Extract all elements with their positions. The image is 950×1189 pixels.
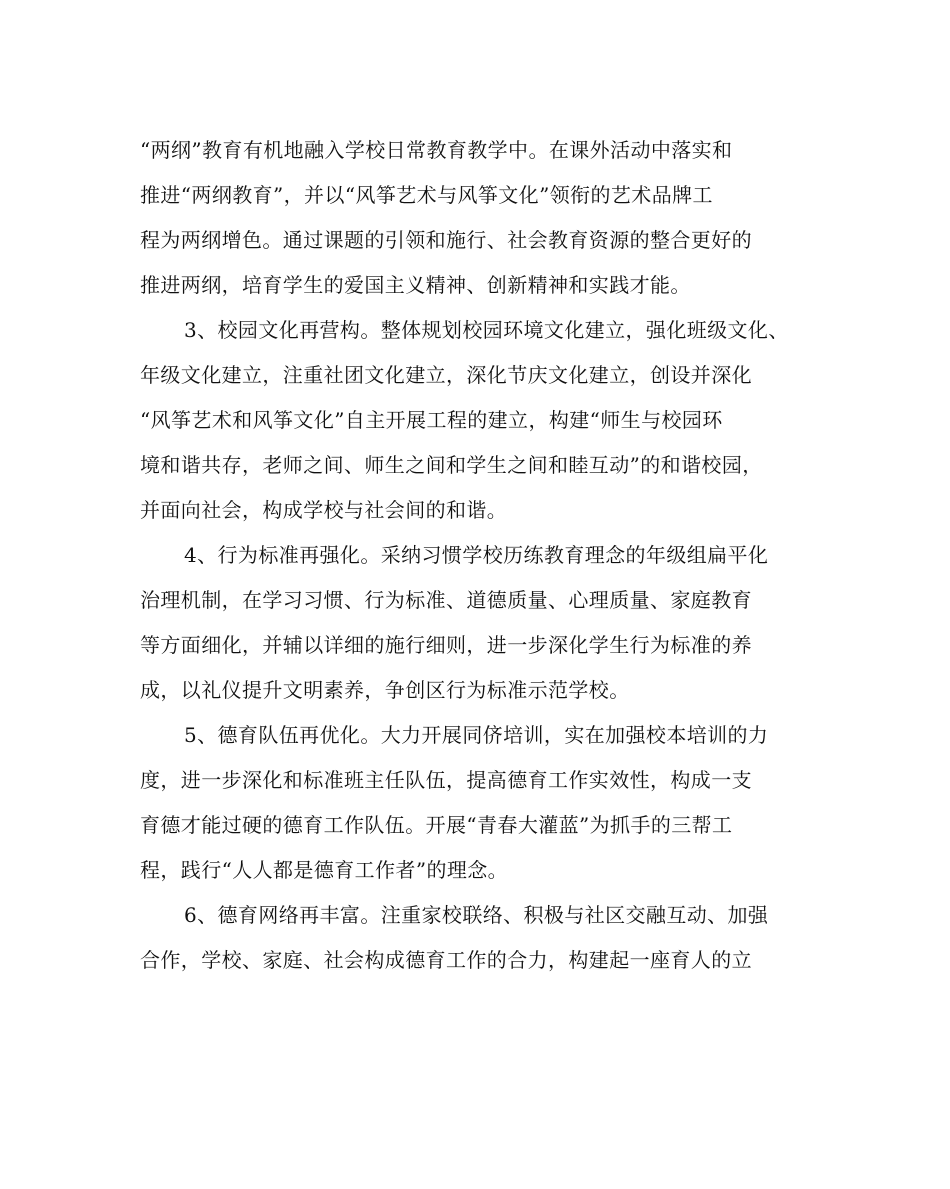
text-line: 年级文化建立，注重社团文化建立，深化节庆文化建立，创设并深化	[140, 363, 752, 387]
text-line: “两纲”教育有机地融入学校日常教育教学中。在课外活动中落实和	[140, 138, 733, 162]
text-line: 程，践行“人人都是德育工作者”的理念。	[140, 858, 509, 882]
text-line: 境和谐共存，老师之间、师生之间和学生之间和睦互动”的和谐校园，	[140, 453, 763, 477]
text-line: 推进两纲，培育学生的爱国主义精神、创新精神和实践才能。	[140, 273, 691, 297]
document-body	[140, 128, 810, 983]
text-line: 合作，学校、家庭、社会构成德育工作的合力，构建起一座育人的立	[140, 948, 752, 972]
text-line: “风筝艺术和风筝文化”自主开展工程的建立，构建“师生与校园环	[140, 408, 723, 432]
text-line: 等方面细化，并辅以详细的施行细则，进一步深化学生行为标准的养	[140, 633, 752, 657]
paragraph-3-first-line: 3、校园文化再营构。整体规划校园环境文化建立，强化班级文化、	[184, 318, 789, 342]
text-line: 度，进一步深化和标准班主任队伍，提高德育工作实效性，构成一支	[140, 768, 752, 792]
text-line: 推进“两纲教育”，并以“风筝艺术与风筝文化”领衔的艺术品牌工	[140, 183, 713, 207]
text-line: 程为两纲增色。通过课题的引领和施行、社会教育资源的整合更好的	[140, 228, 752, 252]
paragraph-4-first-line: 4、行为标准再强化。采纳习惯学校历练教育理念的年级组扁平化	[184, 543, 769, 567]
paragraph-5-first-line: 5、德育队伍再优化。大力开展同侪培训，实在加强校本培训的力	[184, 723, 769, 747]
paragraph-6-first-line: 6、德育网络再丰富。注重家校联络、积极与社区交融互动、加强	[184, 903, 769, 927]
text-line: 并面向社会，构成学校与社会间的和谐。	[140, 498, 508, 522]
text-line: 治理机制，在学习习惯、行为标准、道德质量、心理质量、家庭教育	[140, 588, 752, 612]
text-line: 成，以礼仪提升文明素养，争创区行为标准示范学校。	[140, 678, 630, 702]
text-line: 育德才能过硬的德育工作队伍。开展“青春大灌蓝”为抓手的三帮工	[140, 813, 733, 837]
